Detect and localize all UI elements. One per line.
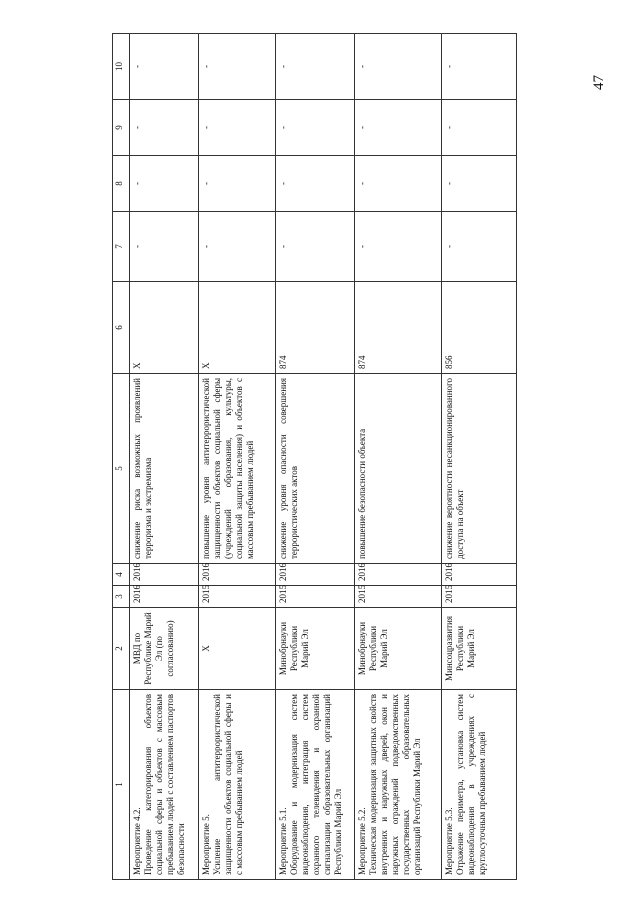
value-cell-6: 856	[442, 282, 517, 374]
value-cell-9: -	[276, 100, 355, 156]
measure-cell	[442, 690, 517, 880]
result-cell: снижение риска возможных проявлений терроризма и экстремизма	[130, 374, 199, 564]
col-header-2: 2	[113, 608, 130, 690]
table-row	[442, 34, 517, 880]
measures-table	[112, 33, 517, 880]
result-cell: повышение уровня антитеррористической защищенности объектов социальной сферы (учреждений образования, культуры, социальной защиты населения) и объектов с массовым пребыванием людей	[199, 374, 276, 564]
col-header-1: 1	[113, 690, 130, 880]
col-header-10: 10	[113, 34, 130, 100]
measure-title: Мероприятие 5.	[201, 814, 211, 875]
value-cell-9: -	[355, 100, 442, 156]
col-header-7: 7	[113, 212, 130, 282]
measure-cell	[199, 690, 276, 880]
measure-title: Мероприятие 5.1.	[278, 807, 288, 875]
col-header-9: 9	[113, 100, 130, 156]
header-row	[113, 34, 130, 880]
value-cell-6: 874	[276, 282, 355, 374]
value-cell-10: -	[276, 34, 355, 100]
start-year-cell: 2015	[276, 586, 355, 608]
table-row	[355, 34, 442, 880]
executor-cell: МВД по Республике Марий Эл (по согласованию)	[130, 608, 199, 690]
value-cell-10: -	[355, 34, 442, 100]
value-cell-6: X	[199, 282, 276, 374]
value-cell-10: -	[199, 34, 276, 100]
value-cell-8: -	[355, 156, 442, 212]
start-year-cell: 2015	[355, 586, 442, 608]
value-cell-8: -	[130, 156, 199, 212]
value-cell-8: -	[199, 156, 276, 212]
value-cell-6: 874	[355, 282, 442, 374]
measure-title: Мероприятие 5.2.	[357, 807, 367, 875]
start-year-cell: 2015	[442, 586, 517, 608]
rotated-table-container	[112, 34, 612, 880]
executor-cell: Минобрнауки Республики Марий Эл	[355, 608, 442, 690]
measure-cell	[276, 690, 355, 880]
value-cell-7: -	[199, 212, 276, 282]
value-cell-8: -	[442, 156, 517, 212]
table-row	[130, 34, 199, 880]
measure-text: Техническая модернизация защитных свойств внутренних и наружных дверей, окон и наружных ограждений подведомственных государственных образовательных организаций Республики Марий Эл	[367, 694, 422, 875]
measure-title: Мероприятие 5.3.	[444, 807, 454, 875]
executor-cell: X	[199, 608, 276, 690]
col-header-5: 5	[113, 374, 130, 564]
executor-cell: Минсоцразвития Республики Марий Эл	[442, 608, 517, 690]
measure-title: Мероприятие 4.2.	[132, 807, 142, 875]
start-year-cell: 2016	[130, 586, 199, 608]
executor-cell: Минобрнауки Республики Марий Эл	[276, 608, 355, 690]
value-cell-10: -	[130, 34, 199, 100]
col-header-3: 3	[113, 586, 130, 608]
value-cell-8: -	[276, 156, 355, 212]
end-year-cell: 2016	[355, 564, 442, 586]
value-cell-10: -	[442, 34, 517, 100]
measure-text: Оборудование и модернизация систем видеонаблюдения, интеграция систем охранного телевидения и охранной сигнализации образовательных организаций Республики Марий Эл	[288, 694, 343, 875]
value-cell-7: -	[355, 212, 442, 282]
end-year-cell: 2016	[442, 564, 517, 586]
result-cell: повышение безопасности объекта	[355, 374, 442, 564]
end-year-cell: 2016	[276, 564, 355, 586]
value-cell-9: -	[442, 100, 517, 156]
table-row	[199, 34, 276, 880]
value-cell-9: -	[130, 100, 199, 156]
col-header-6: 6	[113, 282, 130, 374]
start-year-cell: 2015	[199, 586, 276, 608]
measure-text: Усиление антитеррористической защищенности объектов социальной сферы и с массовым пребыванием людей	[211, 694, 244, 875]
measure-text: Отражение периметра, установка систем видеонаблюдения в учреждениях с круглосуточным пребыванием людей	[454, 694, 487, 875]
value-cell-7: -	[130, 212, 199, 282]
end-year-cell: 2016	[199, 564, 276, 586]
measure-cell	[130, 690, 199, 880]
result-cell: снижение уровня опасности совершения террористических актов	[276, 374, 355, 564]
end-year-cell: 2016	[130, 564, 199, 586]
value-cell-6: X	[130, 282, 199, 374]
value-cell-9: -	[199, 100, 276, 156]
result-cell: снижение вероятности несанкционированного доступа на объект	[442, 374, 517, 564]
table-row	[276, 34, 355, 880]
page-number: 47	[591, 75, 607, 90]
value-cell-7: -	[276, 212, 355, 282]
col-header-8: 8	[113, 156, 130, 212]
col-header-4: 4	[113, 564, 130, 586]
measure-cell	[355, 690, 442, 880]
measure-text: Проведение категорирования объектов социальной сферы и объектов с массовым пребыванием людей с составлением паспортов безопасности	[142, 694, 186, 875]
value-cell-7: -	[442, 212, 517, 282]
